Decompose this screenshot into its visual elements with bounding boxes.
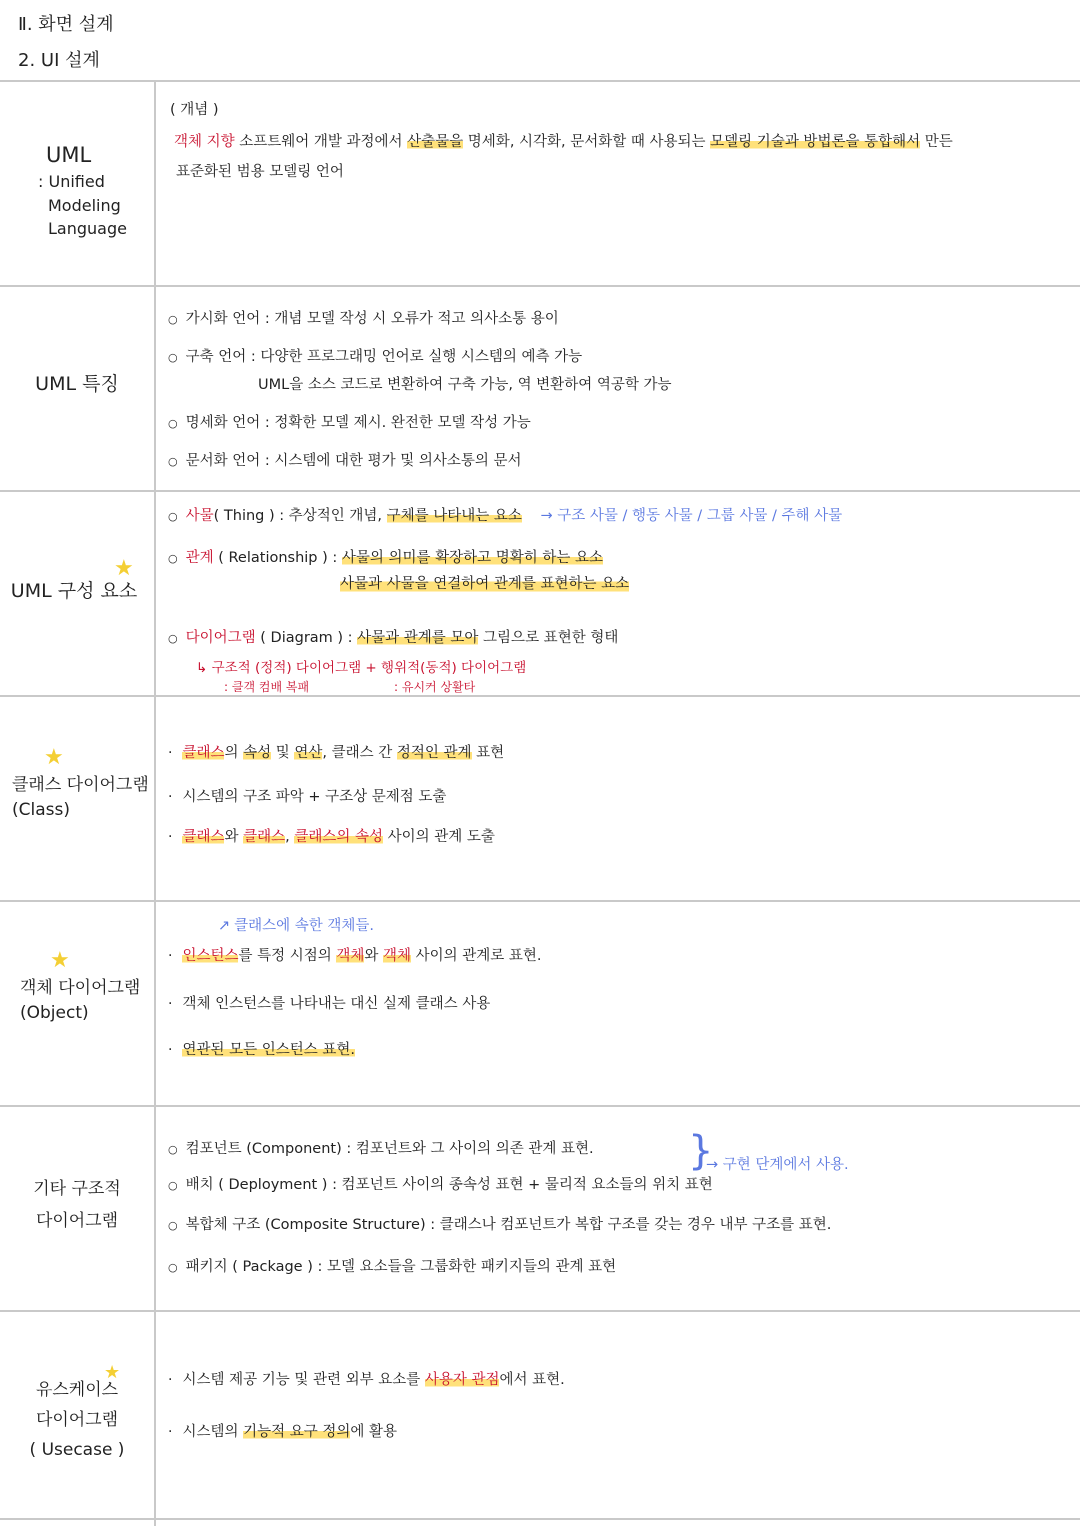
label-text: 기타 구조적 (33, 1179, 121, 1199)
list-item: ○ 다이어그램 ( Diagram ) : 사물과 관계를 모아 그림으로 표현한 형태 (168, 630, 619, 646)
label-sub: Modeling (48, 195, 121, 215)
row-other-diagrams (0, 1107, 1080, 1310)
list-item: · 클래스와 클래스, 클래스의 속성 사이의 관계 도출 (168, 829, 495, 845)
row-label (38, 140, 148, 240)
list-item: ○ 관계 ( Relationship ) : 사물의 의미를 확장하고 명확히 하는 요소 (168, 550, 604, 566)
list-item: ○ 배치 ( Deployment ) : 컴포넌트 사이의 종속성 표현 + 물리적 요소들의 위치 표현 (168, 1177, 713, 1193)
list-item-continued: UML을 소스 코드로 변환하여 구축 가능, 역 변환하여 역공학 가능 (258, 377, 672, 393)
row-content (168, 82, 1070, 285)
list-item: · 시스템 제공 기능 및 관련 외부 요소를 사용자 관점에서 표현. (168, 1372, 565, 1388)
definition-keyword: 객체 지향 (174, 134, 235, 150)
label-text: 객체 다이어그램 (20, 978, 141, 998)
star-icon: ★ (44, 745, 64, 770)
row-label (20, 976, 154, 1025)
mnemonic: : 유시커 상활타 (394, 680, 476, 694)
definition-text: 소프트웨어 개발 과정에서 (234, 134, 408, 150)
label-sub: : Unified (38, 172, 105, 192)
list-item: ○ 명세화 언어 : 정확한 모델 제시. 완전한 모델 작성 가능 (168, 415, 531, 431)
row-components (0, 492, 1080, 695)
row-usecase-diagram (0, 1312, 1080, 1518)
list-item-continued: 사물과 사물을 연결하여 관계를 표현하는 요소 (340, 572, 629, 593)
list-item: · 클래스의 속성 및 연산, 클래스 간 정적인 관계 표현 (168, 745, 505, 761)
label-text: 다이어그램 (35, 1211, 119, 1232)
list-item: ○ 가시화 언어 : 개념 모델 작성 시 오류가 적고 의사소통 용이 (168, 311, 559, 327)
list-item: ○ 패키지 ( Package ) : 모델 요소들을 그룹화한 패키지들의 관계 표현 (168, 1259, 617, 1275)
annotation-note: → 구조 사물 / 행동 사물 / 그룹 사물 / 주해 사물 (540, 508, 843, 524)
star-icon: ★ (104, 1362, 121, 1383)
list-item: ○ 사물( Thing ) : 추상적인 개념, 구체를 나타내는 요소 → 구조 사물 / 행동 사물 / 그룹 사물 / 주해 사물 (168, 508, 843, 524)
annotation-note: → 구현 단계에서 사용. (706, 1157, 849, 1173)
list-item: · 시스템의 구조 파악 + 구조상 문제점 도출 (168, 789, 447, 805)
definition-keyword: 모델링 기술과 방법론을 통합해서 (710, 134, 921, 150)
label-text: ( Usecase ) (29, 1439, 125, 1460)
concept-heading: ( 개념 ) (170, 102, 219, 118)
row-label: UML 특징 (35, 373, 119, 395)
subsection-title: 2. UI 설계 (18, 50, 100, 71)
list-item: ○ 구축 언어 : 다양한 프로그래밍 언어로 실행 시스템의 예측 가능 (168, 349, 583, 365)
row-object-diagram (0, 902, 1080, 1105)
label-text: 클래스 다이어그램 (12, 775, 149, 795)
label-text: 유스케이스 (35, 1380, 119, 1400)
list-item: ○ 복합체 구조 (Composite Structure) : 클래스나 컴포넌트가 복합 구조를 갖는 경우 내부 구조를 표현. (168, 1217, 832, 1233)
definition-text: 만든 (920, 134, 953, 150)
list-item: · 객체 인스턴스를 나타내는 대신 실제 클래스 사용 (168, 996, 491, 1012)
star-icon: ★ (50, 948, 70, 973)
brace-icon: } (688, 1128, 714, 1174)
list-item: ○ 문서화 언어 : 시스템에 대한 평가 및 의사소통의 문서 (168, 453, 522, 469)
label-sub: Language (48, 218, 127, 238)
definition-line2: 표준화된 범용 모델링 언어 (176, 164, 344, 180)
label-text: UML 구성 요소 (10, 580, 138, 602)
row-label (12, 773, 152, 822)
star-icon: ★ (114, 556, 134, 581)
label-title: UML (46, 143, 92, 167)
list-item: · 연관된 모든 인스턴스 표현. (168, 1042, 355, 1058)
row-label (0, 578, 148, 606)
divider (0, 1518, 1080, 1520)
annotation-note: ↗ 클래스에 속한 객체들. (218, 918, 375, 934)
label-text: (Object) (20, 1002, 89, 1023)
row-label (0, 1376, 154, 1465)
definition-text: 명세화, 시각화, 문서화할 때 사용되는 (463, 134, 711, 150)
definition-keyword: 산출물을 (407, 134, 464, 150)
label-text: 다이어그램 (35, 1409, 119, 1430)
list-item: · 시스템의 기능적 요구 정의에 활용 (168, 1424, 398, 1440)
row-uml (0, 82, 1080, 285)
section-title: Ⅱ. 화면 설계 (18, 14, 114, 35)
label-text: (Class) (12, 799, 70, 820)
mnemonic: : 클객 컴배 복패 (224, 680, 310, 694)
diagram-types: ↳ 구조적 (정적) 다이어그램 + 행위적(동적) 다이어그램 (196, 660, 527, 676)
row-label (0, 1173, 154, 1238)
definition-line (174, 130, 953, 151)
row-features (0, 287, 1080, 490)
list-item: ○ 컴포넌트 (Component) : 컴포넌트와 그 사이의 의존 관계 표현. (168, 1141, 594, 1157)
row-class-diagram (0, 697, 1080, 900)
list-item: · 인스턴스를 특정 시점의 객체와 객체 사이의 관계로 표현. (168, 948, 542, 964)
